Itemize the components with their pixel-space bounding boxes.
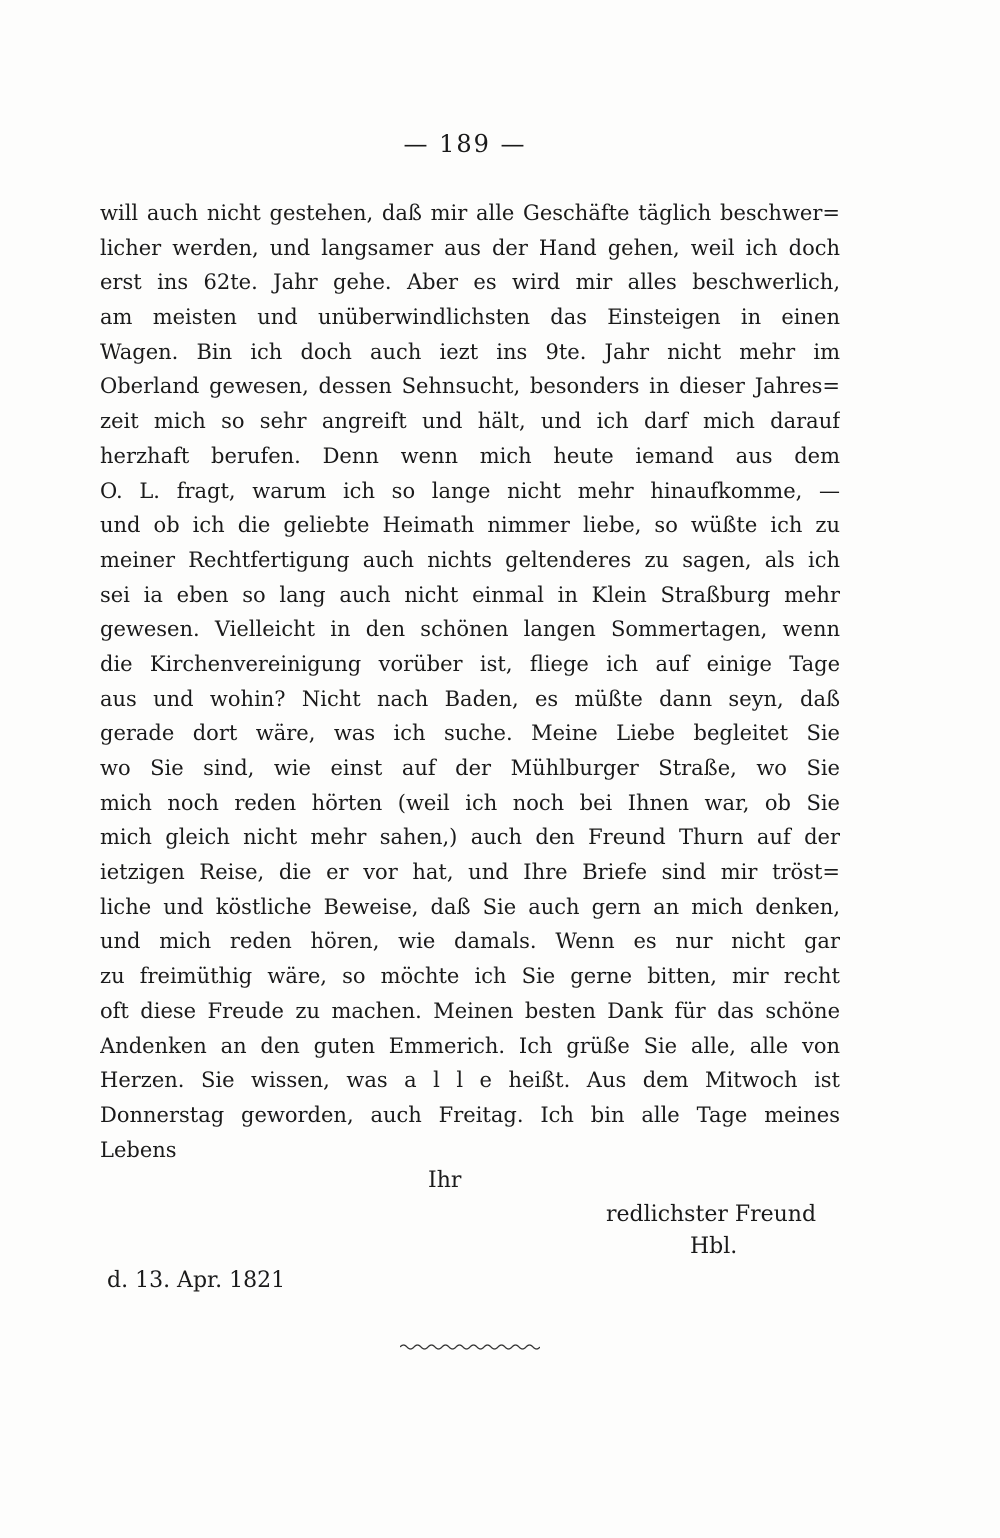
page-number: — 189 —	[403, 130, 527, 158]
text-line: ietzigen Reise, die er vor hat, und Ihre Briefe sind mir tröst=	[100, 860, 840, 885]
letter-date: d. 13. Apr. 1821	[107, 1268, 286, 1293]
closing-signoff: redlichster Freund	[606, 1202, 817, 1227]
text-line: mich gleich nicht mehr sahen,) auch den Freund Thurn auf der	[100, 825, 840, 850]
text-line: meiner Rechtfertigung auch nichts geltenderes zu sagen, als ich	[100, 547, 840, 572]
text-line: am meisten und unüberwindlichsten das Einsteigen in einen	[100, 305, 840, 330]
text-line: gerade dort wäre, was ich suche. Meine Liebe begleitet Sie	[100, 721, 840, 746]
text-line: herzhaft berufen. Denn wenn mich heute iemand aus dem	[100, 443, 840, 468]
text-line: Donnerstag geworden, auch Freitag. Ich bin alle Tage meines	[100, 1102, 840, 1127]
text-line: erst ins 62te. Jahr gehe. Aber es wird mir alles beschwerlich,	[100, 270, 840, 295]
ornamental-rule	[400, 1340, 540, 1354]
text-line: Oberland gewesen, dessen Sehnsucht, besonders in dieser Jahres=	[100, 374, 840, 399]
text-line: Lebens	[100, 1137, 177, 1162]
text-line: die Kirchenvereinigung vorüber ist, fliege ich auf einige Tage	[100, 651, 840, 676]
text-line: liche und köstliche Beweise, daß Sie auch gern an mich denken,	[100, 894, 840, 919]
text-line: aus und wohin? Nicht nach Baden, es müßte dann seyn, daß	[100, 686, 840, 711]
text-line: will auch nicht gestehen, daß mir alle Geschäfte täglich beschwer=	[100, 201, 840, 225]
text-line: zu freimüthig wäre, so möchte ich Sie gerne bitten, mir recht	[100, 964, 840, 989]
letter-body	[100, 196, 840, 1167]
text-line: wo Sie sind, wie einst auf der Mühlburger Straße, wo Sie	[100, 756, 840, 780]
text-line: sei ia eben so lang auch nicht einmal in Klein Straßburg mehr	[100, 582, 840, 607]
text-line: gewesen. Vielleicht in den schönen langen Sommertagen, wenn	[100, 617, 840, 642]
text-line: und mich reden hören, wie damals. Wenn es nur nicht gar	[100, 929, 840, 954]
text-line: Herzen. Sie wissen, was a l l e heißt. Aus dem Mitwoch ist	[100, 1068, 840, 1093]
text-line: Wagen. Bin ich doch auch iezt ins 9te. Jahr nicht mehr im	[100, 339, 840, 364]
signature: Hbl.	[690, 1234, 738, 1259]
text-line: licher werden, und langsamer aus der Hand gehen, weil ich doch	[100, 235, 840, 260]
text-line: und ob ich die geliebte Heimath nimmer liebe, so wüßte ich zu	[100, 513, 840, 538]
text-line: Andenken an den guten Emmerich. Ich grüße Sie alle, alle von	[100, 1033, 840, 1058]
text-line: oft diese Freude zu machen. Meinen besten Dank für das schöne	[100, 998, 840, 1023]
text-line: zeit mich so sehr angreift und hält, und ich darf mich darauf	[100, 409, 840, 434]
text-line: O. L. fragt, warum ich so lange nicht mehr hinaufkomme, —	[100, 478, 840, 503]
text-line: mich noch reden hörten (weil ich noch bei Ihnen war, ob Sie	[100, 790, 840, 815]
closing-salutation: Ihr	[428, 1168, 462, 1193]
